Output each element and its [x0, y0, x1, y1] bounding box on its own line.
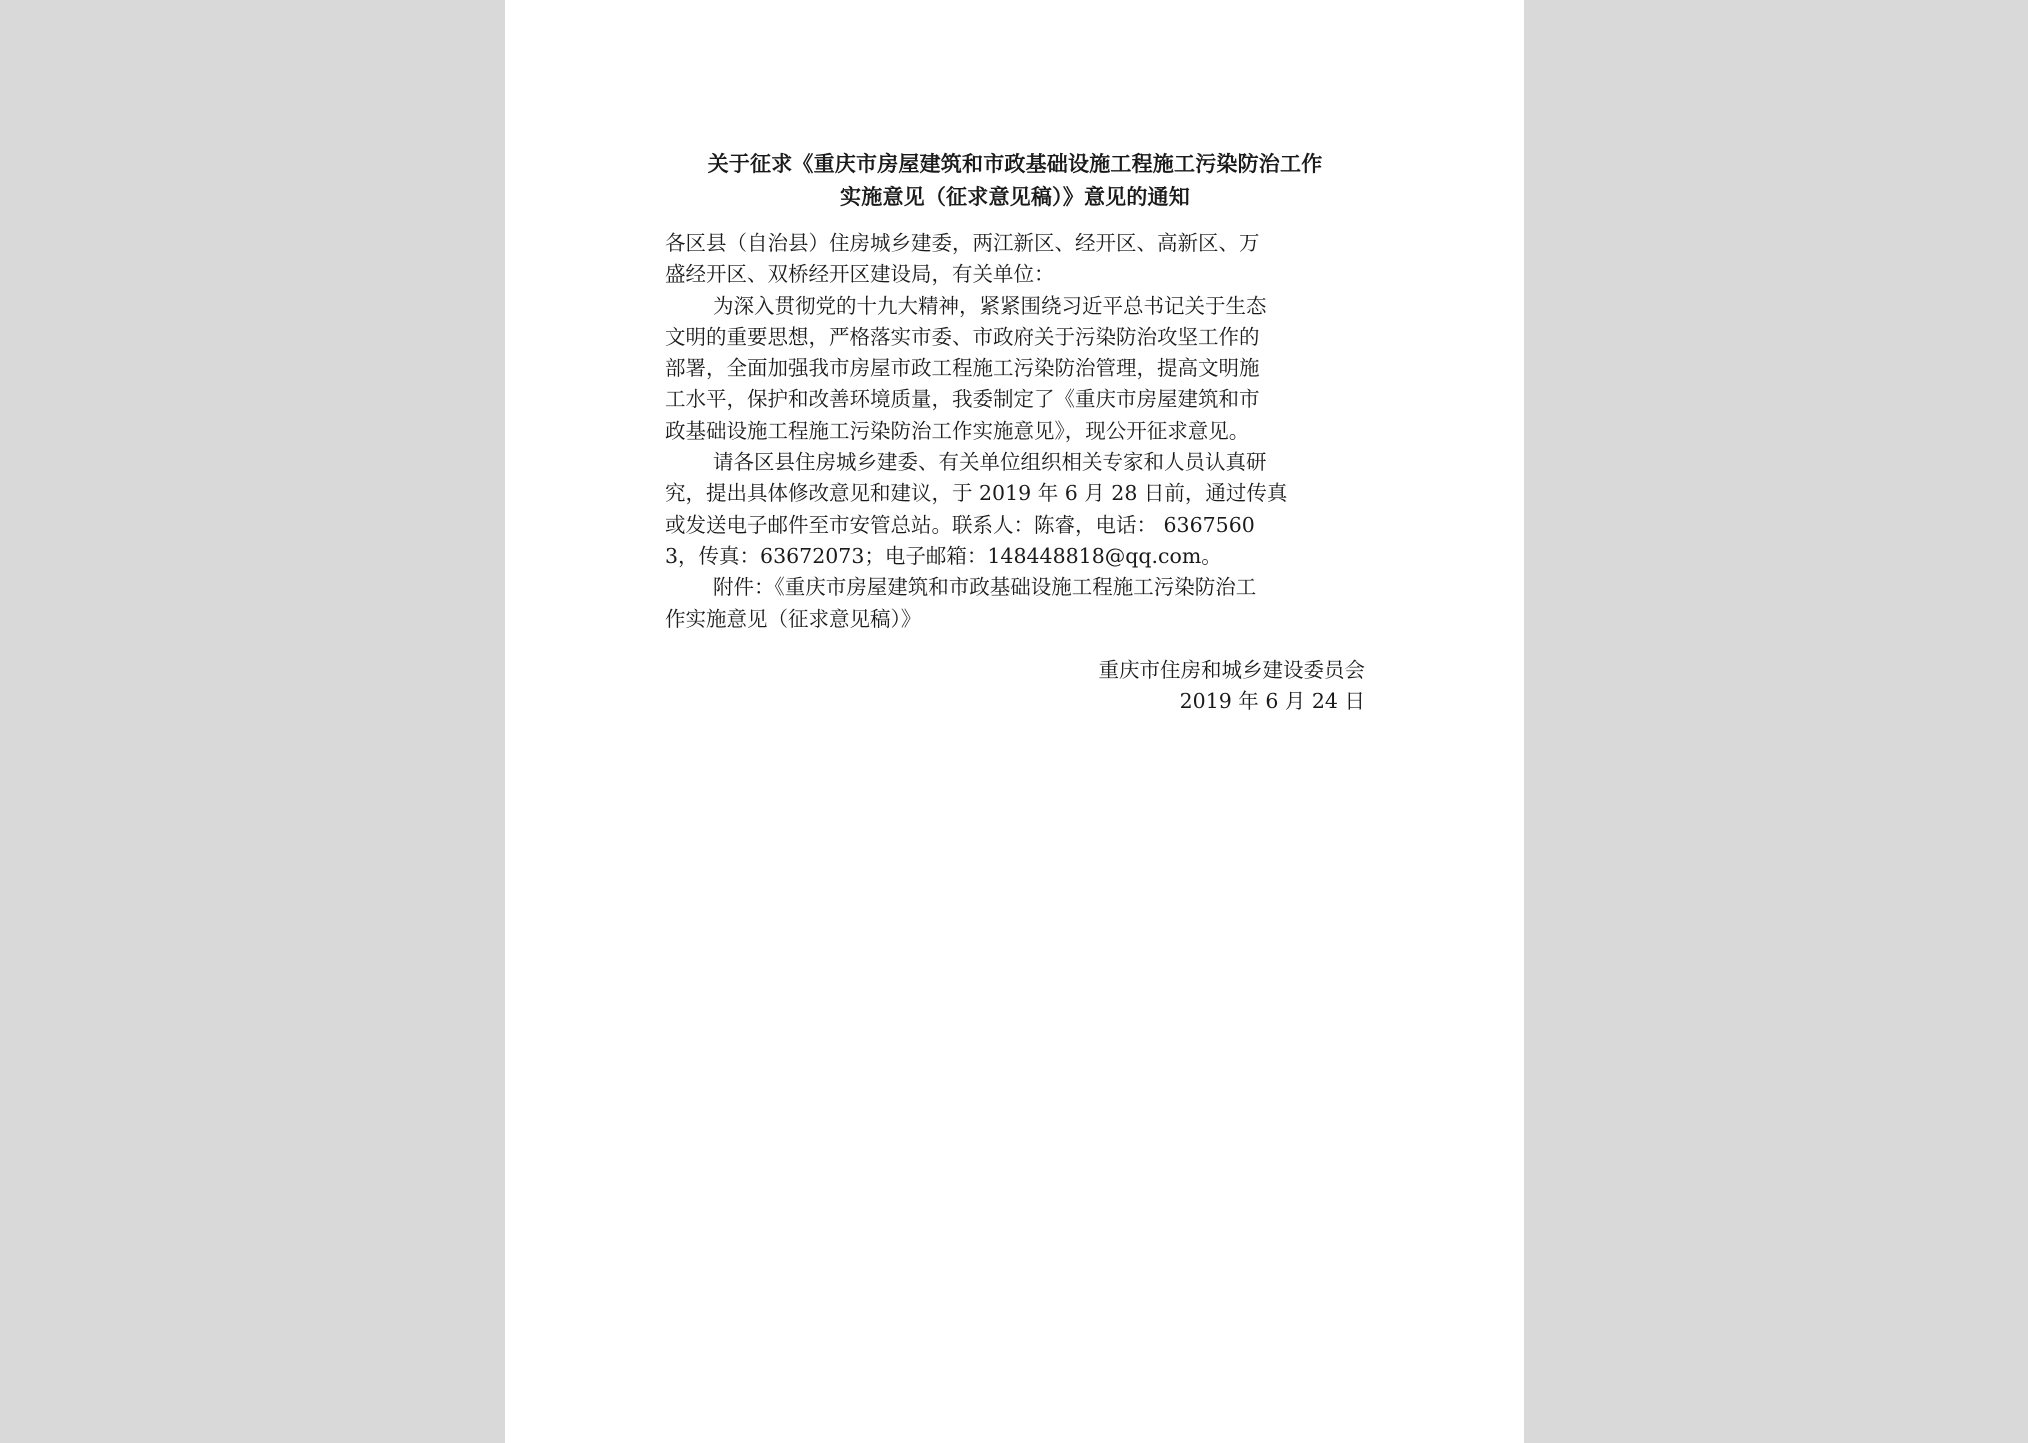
salutation-line: 盛经开区、双桥经开区建设局，有关单位： — [665, 262, 1055, 287]
paragraph-line: 部署，全面加强我市房屋市政工程施工污染防治管理，提高文明施 — [665, 356, 1260, 381]
paragraph-line: 3，传真：63672073；电子邮箱：148448818@qq.com。 — [665, 543, 1222, 568]
attachment-note — [665, 572, 1365, 635]
signature-date: 2019 年 6 月 24 日 — [1179, 689, 1365, 714]
paragraph-line: 请各区县住房城乡建委、有关单位组织相关专家和人员认真研 — [713, 450, 1267, 475]
signature-block — [665, 655, 1365, 718]
paragraph-line: 政基础设施工程施工污染防治工作实施意见》，现公开征求意见。 — [665, 418, 1250, 443]
document-content — [665, 148, 1365, 717]
document-page — [505, 0, 1524, 1443]
document-title — [665, 148, 1365, 214]
title-line: 关于征求《重庆市房屋建筑和市政基础设施工程施工污染防治工作 — [707, 152, 1323, 176]
paragraph-line: 为深入贯彻党的十九大精神，紧紧围绕习近平总书记关于生态 — [713, 293, 1267, 318]
salutation — [665, 228, 1365, 291]
paragraph-2 — [665, 447, 1365, 572]
attachment-line: 作实施意见（征求意见稿）》 — [665, 606, 922, 631]
paragraph-line: 工水平，保护和改善环境质量，我委制定了《重庆市房屋建筑和市 — [665, 387, 1260, 412]
paragraph-line: 文明的重要思想，严格落实市委、市政府关于污染防治攻坚工作的 — [665, 324, 1260, 349]
signature-organization: 重庆市住房和城乡建设委员会 — [1098, 657, 1365, 682]
attachment-line: 附件：《重庆市房屋建筑和市政基础设施工程施工污染防治工 — [713, 575, 1257, 600]
paragraph-line: 或发送电子邮件至市安管总站。联系人：陈睿，电话： 6367560 — [665, 512, 1255, 537]
salutation-line: 各区县（自治县）住房城乡建委，两江新区、经开区、高新区、万 — [665, 231, 1260, 255]
title-line: 实施意见（征求意见稿）》意见的通知 — [840, 185, 1190, 209]
paragraph-line: 究，提出具体修改意见和建议，于 2019 年 6 月 28 日前，通过传真 — [665, 481, 1288, 506]
paragraph-1 — [665, 291, 1365, 447]
